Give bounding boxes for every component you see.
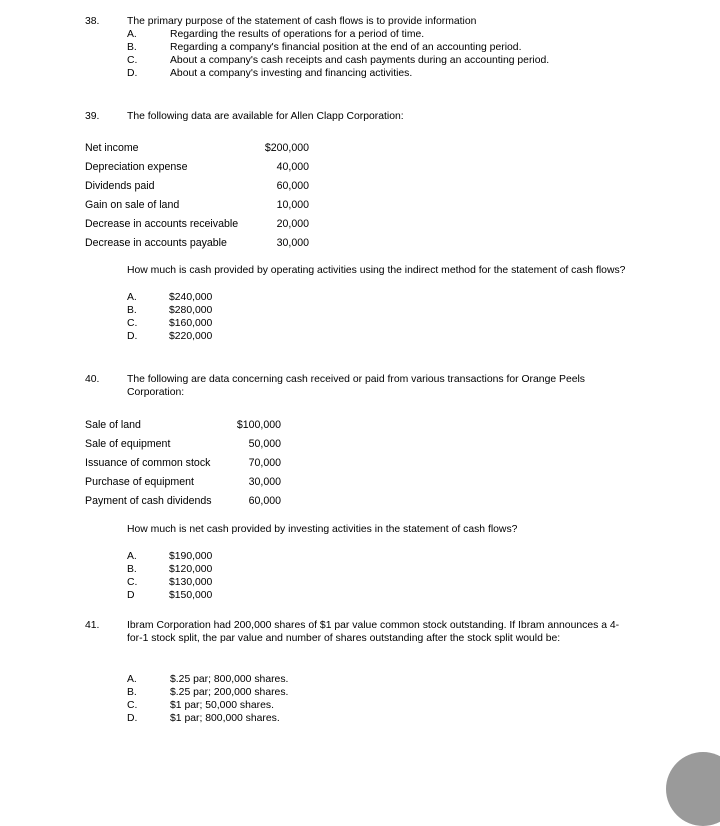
row-label: Net income: [85, 142, 139, 154]
option-text: $120,000: [169, 564, 213, 575]
row-label: Payment of cash dividends: [85, 495, 212, 507]
question-39-header: [85, 111, 685, 127]
option-letter: A.: [127, 292, 137, 303]
option-letter: B.: [127, 42, 137, 53]
row-value: 50,000: [248, 438, 281, 450]
question-40-body: [85, 524, 685, 606]
option-text: $280,000: [169, 305, 213, 316]
row-value: 10,000: [276, 199, 309, 211]
row-label: Decrease in accounts receivable: [85, 218, 239, 230]
option-text: $240,000: [169, 292, 213, 303]
option-text: Regarding the results of operations for a period of time.: [170, 29, 425, 40]
option-text: Regarding a company's financial position at the end of an accounting period.: [170, 42, 522, 53]
question-stem: The following are data concerning cash received or paid from various transactions for Orange Peels Corporation:: [127, 374, 586, 398]
row-value: 60,000: [248, 495, 281, 507]
option-letter: D.: [127, 331, 138, 342]
option-letter: B.: [127, 305, 137, 316]
question-stem: Ibram Corporation had 200,000 shares of $1 par value common stock outstanding. If Ibram announces a 4-for-1 stock split, the par value and number of shares outstanding after the stock split would be:: [127, 620, 620, 644]
option-letter: A.: [127, 29, 137, 40]
option-letter: C.: [127, 577, 138, 588]
row-label: Sale of equipment: [85, 438, 171, 450]
question-text: How much is cash provided by operating activities using the indirect method for the statement of cash flows?: [127, 265, 626, 276]
row-value: 40,000: [276, 161, 309, 173]
question-stem: The following data are available for Allen Clapp Corporation:: [127, 111, 404, 122]
option-text: About a company's cash receipts and cash payments during an accounting period.: [170, 55, 550, 66]
option-text: $.25 par; 800,000 shares.: [170, 674, 289, 685]
row-label: Issuance of common stock: [85, 457, 211, 469]
data-table-orange-peels: [85, 419, 315, 514]
row-value: 70,000: [248, 457, 281, 469]
option-letter: C.: [127, 55, 138, 66]
option-letter: D.: [127, 713, 138, 724]
row-label: Dividends paid: [85, 180, 155, 192]
option-text: $220,000: [169, 331, 213, 342]
option-text: $1 par; 800,000 shares.: [170, 713, 280, 724]
question-text: How much is net cash provided by investing activities in the statement of cash flows?: [127, 524, 518, 535]
question-39-body: [85, 265, 685, 347]
row-label: Purchase of equipment: [85, 476, 194, 488]
option-text: $130,000: [169, 577, 213, 588]
question-38: [85, 16, 685, 86]
row-label: Gain on sale of land: [85, 199, 180, 211]
floating-action-button[interactable]: [666, 752, 720, 826]
option-text: $1 par; 50,000 shares.: [170, 700, 274, 711]
option-letter: A.: [127, 674, 137, 685]
data-table-allen-clapp: [85, 142, 345, 256]
row-value: 60,000: [276, 180, 309, 192]
option-letter: D.: [127, 68, 138, 79]
row-value: $100,000: [236, 419, 281, 431]
option-letter: C.: [127, 318, 138, 329]
row-value: 30,000: [276, 237, 309, 249]
question-number: 40.: [85, 374, 100, 385]
option-letter: D: [127, 590, 135, 601]
option-text: About a company's investing and financing activities.: [170, 68, 413, 79]
row-label: Depreciation expense: [85, 161, 188, 173]
row-value: 30,000: [248, 476, 281, 488]
question-41: [85, 620, 685, 730]
question-number: 41.: [85, 620, 100, 631]
option-text: $160,000: [169, 318, 213, 329]
option-letter: B.: [127, 687, 137, 698]
option-letter: C.: [127, 700, 138, 711]
question-number: 38.: [85, 16, 100, 27]
row-label: Sale of land: [85, 419, 141, 431]
row-value: 20,000: [276, 218, 309, 230]
question-stem: The primary purpose of the statement of cash flows is to provide information: [127, 16, 477, 27]
row-label: Decrease in accounts payable: [85, 237, 227, 249]
row-value: $200,000: [264, 142, 309, 154]
option-text: $190,000: [169, 551, 213, 562]
option-text: $.25 par; 200,000 shares.: [170, 687, 289, 698]
question-number: 39.: [85, 111, 100, 122]
option-text: $150,000: [169, 590, 213, 601]
option-letter: B.: [127, 564, 137, 575]
question-40-header: [85, 374, 685, 402]
option-letter: A.: [127, 551, 137, 562]
